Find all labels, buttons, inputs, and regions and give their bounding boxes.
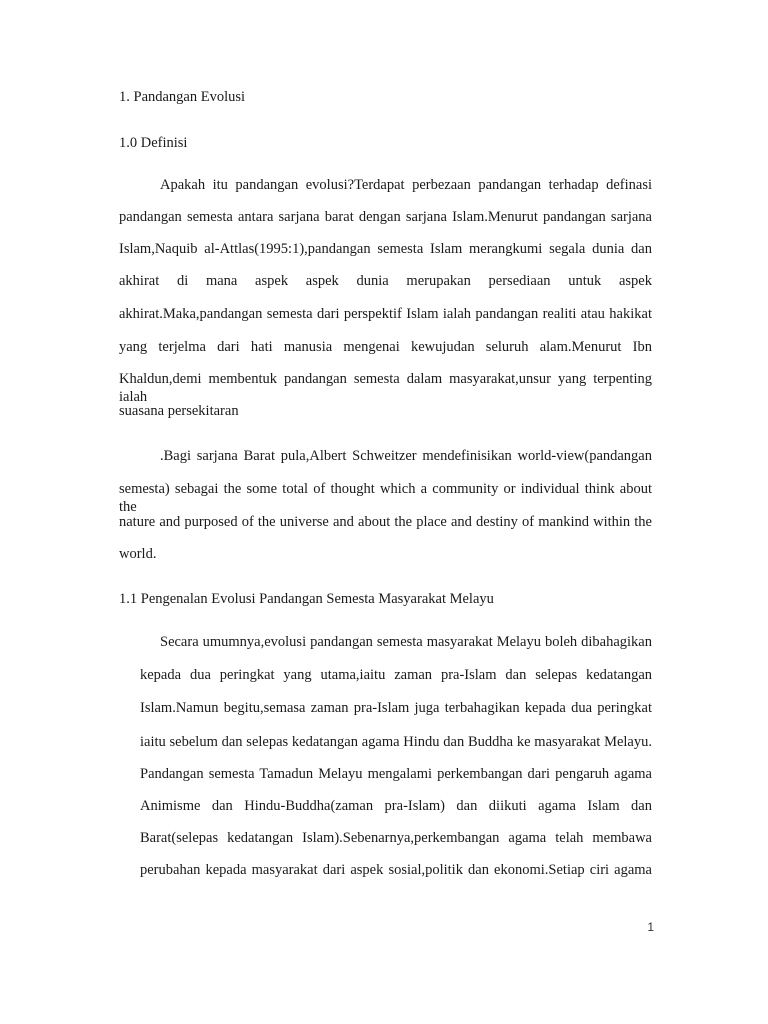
paragraph-line: Secara umumnya,evolusi pandangan semesta masyarakat Melayu boleh dibahagikan	[160, 634, 652, 650]
paragraph-line: Khaldun,demi membentuk pandangan semesta dalam masyarakat,unsur yang terpenting ialah	[119, 371, 652, 405]
page-number: 1	[647, 920, 654, 934]
paragraph-line: iaitu sebelum dan selepas kedatangan agama Hindu dan Buddha ke masyarakat Melayu.	[140, 734, 652, 750]
subsection-heading-definisi: 1.0 Definisi	[119, 135, 188, 151]
paragraph-line: Islam,Naquib al-Attlas(1995:1),pandangan semesta Islam merangkumi segala dunia dan	[119, 241, 652, 257]
paragraph-line: .Bagi sarjana Barat pula,Albert Schweitzer mendefinisikan world-view(pandangan	[160, 448, 652, 464]
paragraph-line: Pandangan semesta Tamadun Melayu mengalami perkembangan dari pengaruh agama	[140, 766, 652, 782]
paragraph-line: Barat(selepas kedatangan Islam).Sebenarnya,perkembangan agama telah membawa	[140, 830, 652, 846]
paragraph-line: akhirat di mana aspek aspek dunia merupakan persediaan untuk aspek	[119, 273, 652, 289]
paragraph-line: yang terjelma dari hati manusia mengenai kewujudan seluruh alam.Menurut Ibn	[119, 339, 652, 355]
paragraph-line: Animisme dan Hindu-Buddha(zaman pra-Islam) dan diikuti agama Islam dan	[140, 798, 652, 814]
paragraph-line: kepada dua peringkat yang utama,iaitu zaman pra-Islam dan selepas kedatangan	[140, 667, 652, 683]
paragraph-line: perubahan kepada masyarakat dari aspek sosial,politik dan ekonomi.Setiap ciri agama	[140, 862, 652, 878]
paragraph-line: semesta) sebagai the some total of thought which a community or individual think about the	[119, 481, 652, 515]
paragraph-line: akhirat.Maka,pandangan semesta dari perspektif Islam ialah pandangan realiti atau hakikat	[119, 306, 652, 322]
section-heading-evolusi: 1. Pandangan Evolusi	[119, 89, 246, 105]
paragraph-line: pandangan semesta antara sarjana barat dengan sarjana Islam.Menurut pandangan sarjana	[119, 209, 652, 225]
paragraph-line: world.	[119, 546, 157, 562]
paragraph-line: Apakah itu pandangan evolusi?Terdapat perbezaan pandangan terhadap definasi	[160, 177, 652, 193]
subsection-heading-pengenalan: 1.1 Pengenalan Evolusi Pandangan Semesta Masyarakat Melayu	[119, 591, 494, 607]
paragraph-line: suasana persekitaran	[119, 403, 239, 419]
paragraph-line: Islam.Namun begitu,semasa zaman pra-Islam juga terbahagikan kepada dua peringkat	[140, 700, 652, 716]
paragraph-line: nature and purposed of the universe and about the place and destiny of mankind within the	[119, 514, 652, 530]
